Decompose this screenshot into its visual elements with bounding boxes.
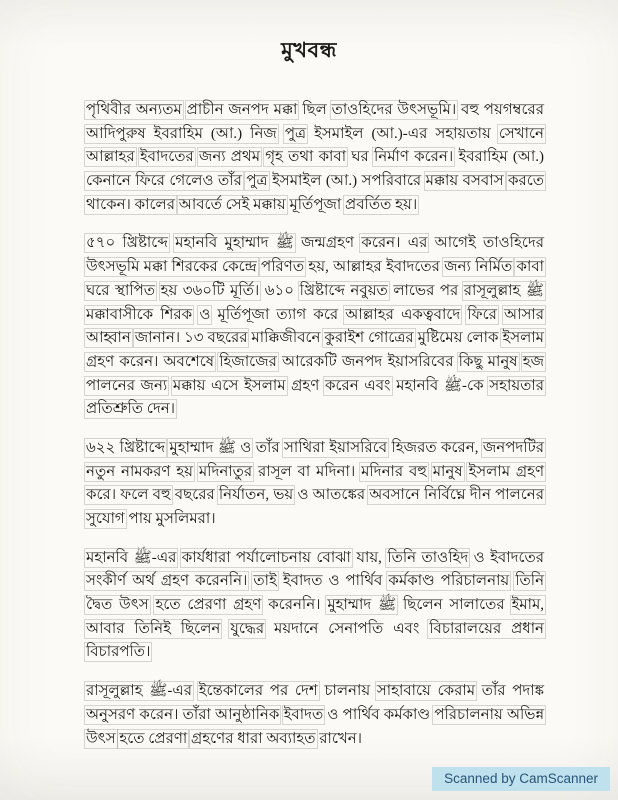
paragraph-3: ৬২২ খ্রিষ্টাব্দে মুহাম্মাদ ﷺ ও তাঁর সাথিরা ইয়াসরিবে হিজরত করেন, জনপদটির নতুন নামকরণ হয় মদিনাতুর রাসূল বা মদিনা। মদিনার বহু মানুষ ইসলাম গ্রহণ করে। ফলে বহু বছরের নির্যাতন, ভয় ও আতঙ্কের অবসানে নির্বিঘ্নে দীন পালনের সুযোগ পায় মুসলিমরা। [86,439,545,527]
page-title: মুখবন্ধ [281,38,337,62]
paragraph-4: মহানবি ﷺ-এর কার্যধারা পর্যালোচনায় বোঝা যায়, তিনি তাওহিদ ও ইবাদতের সংকীর্ণ অর্থ গ্রহণ করেননি। তাই ইবাদত ও পার্থিব কর্মকাণ্ড পরিচালনায় তিনি দ্বৈত উৎস হতে প্রেরণা গ্রহণ করেননি। মুহাম্মাদ ﷺ ছিলেন সালাতের ইমাম, আবার তিনিই ছিলেন যুদ্ধের ময়দানে সেনাপতি এবং বিচারালয়ের প্রধান বিচারপতি। [86,549,545,661]
camscanner-credit: Scanned by CamScanner [432,767,610,792]
document-body [86,99,544,751]
paragraph-2: ৫৭০ খ্রিষ্টাব্দে মহানবি মুহাম্মাদ ﷺ জন্মগ্রহণ করেন। এর আগেই তাওহিদের উৎসভূমি মক্কা শিরকের কেন্দ্রে পরিণত হয়, আল্লাহর ইবাদতের জন্য নির্মিত কাবা ঘরে স্থাপিত হয় ৩৬০টি মূর্তি। ৬১০ খ্রিষ্টাব্দে নবুয়ত লাভের পর রাসূলুল্লাহ ﷺ মক্কাবাসীকে শিরক ও মূর্তিপূজা ত্যাগ করে আল্লাহর একত্ববাদে ফিরে আসার আহ্বান জানান। ১৩ বছরের মাক্কিজীবনে কুরাইশ গোত্রের মুষ্টিমেয় লোক ইসলাম গ্রহণ করেন। অবশেষে হিজাজের আরেকটি জনপদ ইয়াসরিবের কিছু মানুষ হজ পালনের জন্য মক্কায় এসে ইসলাম গ্রহণ করেন এবং মহানবি ﷺ-কে সহায়তার প্রতিশ্রুতি দেন। [86,235,545,418]
paragraph-5: রাসূলুল্লাহ ﷺ-এর ইন্তেকালের পর দেশ চালনায় সাহাবায়ে কেরাম তাঁর পদাঙ্ক অনুসরণ করেন। তাঁরা আনুষ্ঠানিক ইবাদত ও পার্থিব কর্মকাণ্ড পরিচালনায় অভিন্ন উৎস হতে প্রেরণা গ্রহণের ধারা অব্যাহত রাখেন। [86,683,545,747]
paragraph-1: পৃথিবীর অন্যতম প্রাচীন জনপদ মক্কা ছিল তাওহিদের উৎসভূমি। বহু পয়গম্বরের আদিপুরুষ ইবরাহিম (আ.) নিজ পুত্র ইসমাইল (আ.)-এর সহায়তায় সেখানে আল্লাহর ইবাদতের জন্য প্রথম গৃহ তথা কাবা ঘর নির্মাণ করেন। ইবরাহিম (আ.) কেনানে ফিরে গেলেও তাঁর পুত্র ইসমাইল (আ.) সপরিবারে মক্কায় বসবাস করতে থাকেন। কালের আবর্তে সেই মক্কায় মূর্তিপূজা প্রবর্তিত হয়। [86,102,545,213]
